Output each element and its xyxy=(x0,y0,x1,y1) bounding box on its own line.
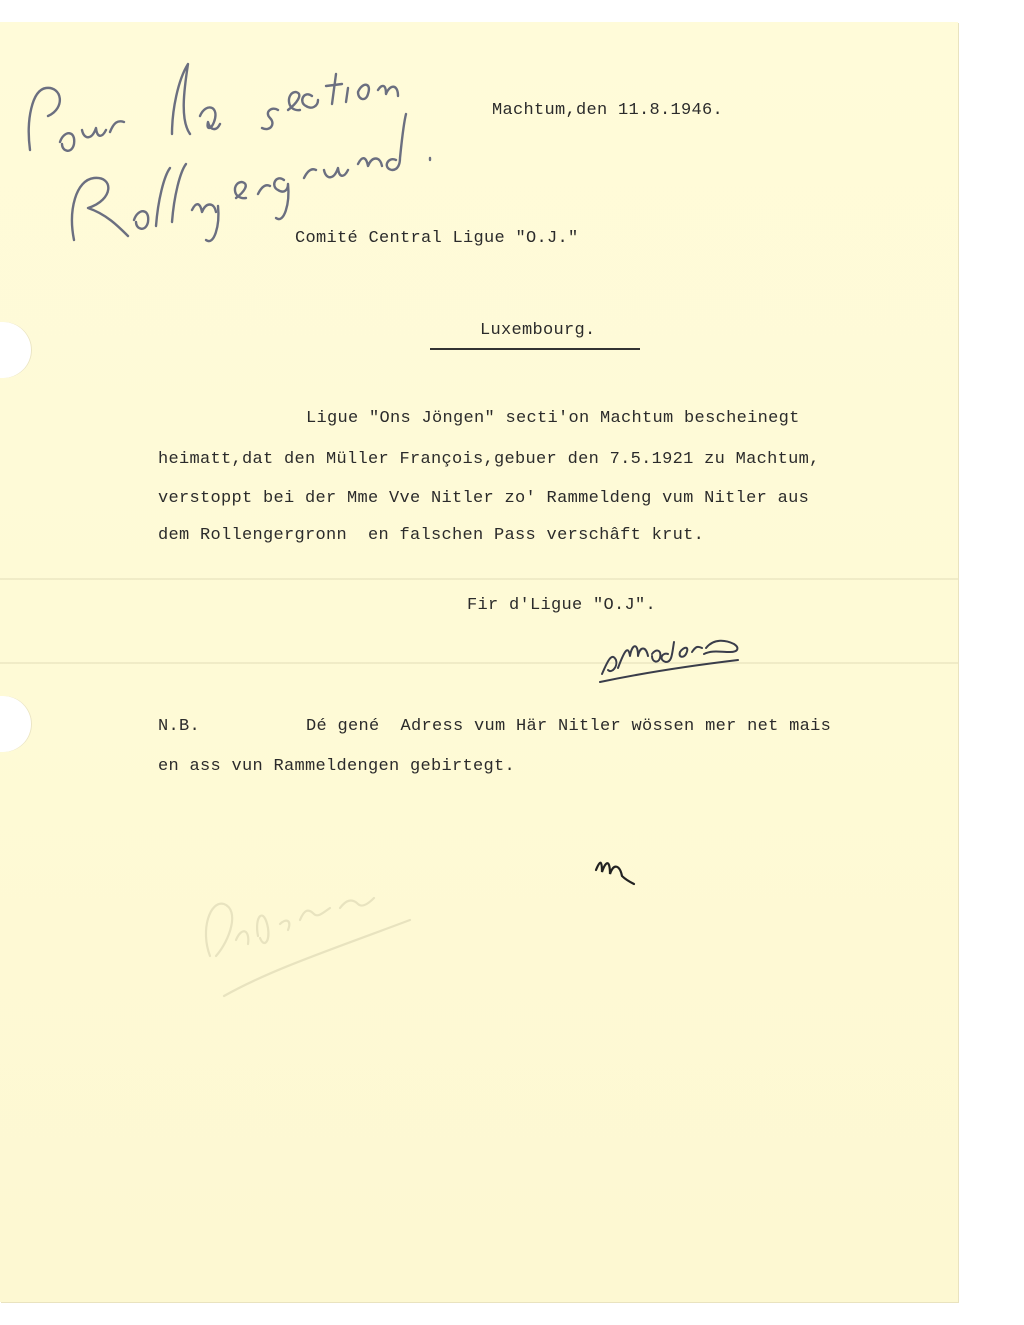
body-line: Ligue "Ons Jöngen" secti'on Machtum bescheinegt xyxy=(306,409,800,428)
body-line: dem Rollengergronn en falschen Pass verschâft krut. xyxy=(158,526,705,545)
body-line: heimatt,dat den Müller François,gebuer den 7.5.1921 zu Machtum, xyxy=(158,450,820,469)
ink-mark xyxy=(592,852,638,892)
signature xyxy=(598,630,748,686)
paper-fold xyxy=(0,578,958,580)
nb-line: Dé gené Adress vum Här Nitler wössen mer net mais xyxy=(306,717,832,736)
closing: Fir d'Ligue "O.J". xyxy=(467,596,657,615)
body-line: verstoppt bei der Mme Vve Nitler zo' Rammeldeng vum Nitler aus xyxy=(158,489,810,508)
paper-fold xyxy=(0,662,958,664)
city-underline xyxy=(430,348,640,350)
nb-line: en ass vun Rammeldengen gebirtegt. xyxy=(158,757,516,776)
nb-label: N.B. xyxy=(158,717,201,736)
place-date: Machtum,den 11.8.1946. xyxy=(492,101,724,120)
recipient: Comité Central Ligue "O.J." xyxy=(295,229,579,248)
faint-bleed-through xyxy=(180,860,440,1010)
city: Luxembourg. xyxy=(480,321,596,340)
